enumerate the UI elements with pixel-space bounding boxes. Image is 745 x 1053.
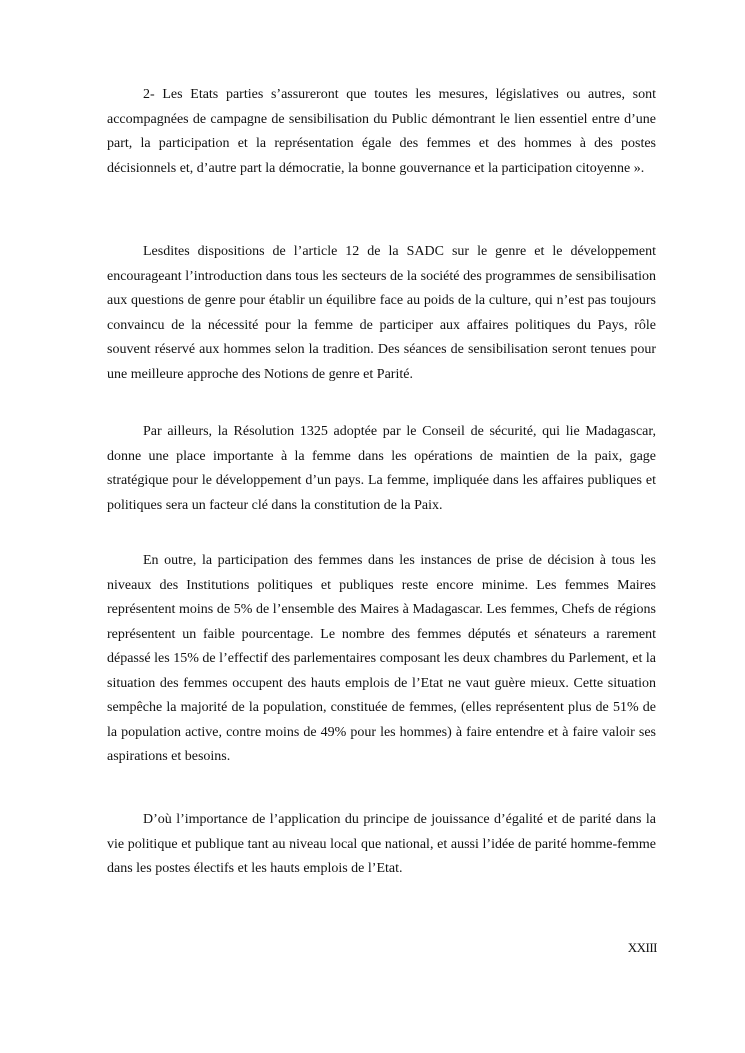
paragraph-3: Par ailleurs, la Résolution 1325 adoptée par le Conseil de sécurité, qui lie Madagascar, donne une place importante à la femme dans les opérations de maintien de la paix, gage stratégique pour le développement d’un pays. La femme, impliquée dans les affaires publiques et politiques sera un facteur clé dans la constitution de la Paix. [107, 424, 656, 513]
paragraph-4: En outre, la participation des femmes dans les instances de prise de décision à tous les niveaux des Institutions politiques et publiques reste encore minime. Les femmes Maires représentent moins de 5% de l’ensemble des Maires à Madagascar. Les femmes, Chefs de régions représentent un faible pourcentage. Le nombre des femmes députés et sénateurs a rarement dépassé les 15% de l’effectif des parlementaires composant les deux chambres du Parlement, et la situation des femmes occupent des hauts emplois de l’Etat ne vaut guère mieux. Cette situation sempêche la majorité de la population, constituée de femmes, (elles représentent plus de 51% de la population active, contre moins de 49% pour les hommes) à faire entendre et à faire valoir ses aspirations et besoins. [107, 553, 656, 764]
paragraph-2: Lesdites dispositions de l’article 12 de la SADC sur le genre et le développement encourageant l’introduction dans tous les secteurs de la société des programmes de sensibilisation aux questions de genre pour établir un équilibre face au poids de la culture, qui n’est pas toujours convaincu de la nécessité pour la femme de participer aux affaires politiques du Pays, rôle souvent réservé aux hommes selon la tradition. Des séances de sensibilisation seront tenues pour une meilleure approche des Notions de genre et Parité. [107, 244, 656, 382]
paragraph-1: 2- Les Etats parties s’assureront que toutes les mesures, législatives ou autres, sont accompagnées de campagne de sensibilisation du Public démontrant le lien essentiel entre d’une part, la participation et la représentation égale des femmes et des hommes à des postes décisionnels et, d’autre part la démocratie, la bonne gouvernance et la participation citoyenne ». [107, 87, 656, 176]
paragraph-5: D’où l’importance de l’application du principe de jouissance d’égalité et de parité dans la vie politique et publique tant au niveau local que national, et aussi l’idée de parité homme-femme dans les postes électifs et les hauts emplois de l’Etat. [107, 812, 656, 876]
page-number: XXIII [627, 940, 657, 955]
